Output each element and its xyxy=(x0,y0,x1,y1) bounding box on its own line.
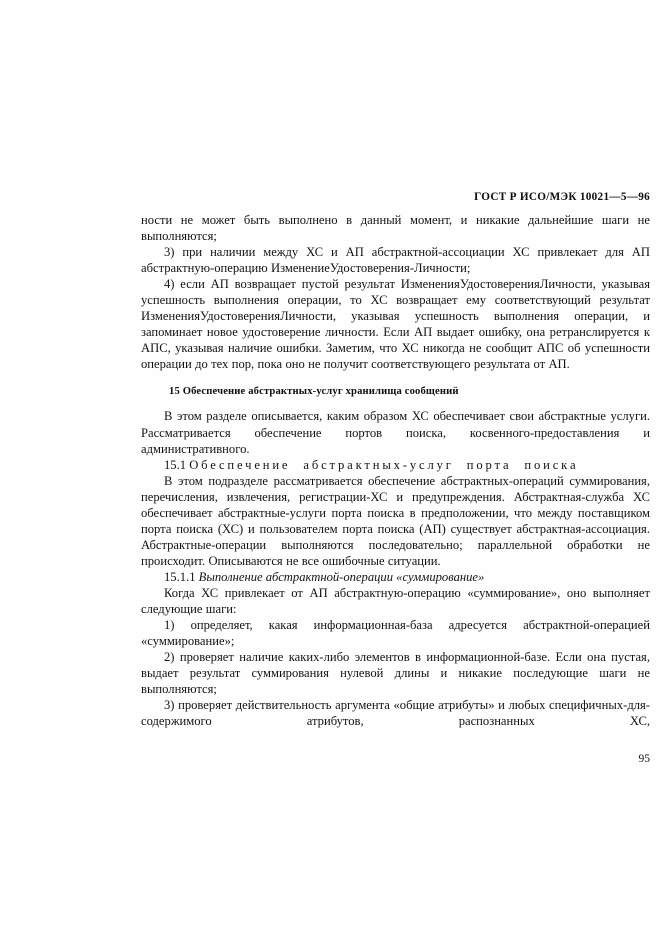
paragraph-section-15-intro: В этом разделе описывается, каким образом ХС обеспечивает свои абстрактные услуги. Рассматривается обеспечение портов поиска, косвенного-предоставления и административного. xyxy=(141,409,650,456)
running-header: ГОСТ Р ИСО/МЭК 10021—5—96 xyxy=(474,191,650,203)
list-item-4-empty-result: 4) если АП возвращает пустой результат ИзмененияУдостоверенияЛичности, указывая успешность выполнения операции, то ХС возвращает ему соответствующий результат ИзмененияУдостоверенияЛичности, указывая успешность выполнения операции, и запоминает новое удостоверение личности. Если АП выдает ошибку, она ретранслируется к АПС, указывая наличие ошибки. Заметим, что ХС никогда не сообщит АПС об успешности операции до тех пор, пока оно не получит соответствующего результата от АП. xyxy=(141,277,650,372)
heading-section-15-1-1-number: 15.1.1 xyxy=(164,569,199,584)
page-number: 95 xyxy=(638,753,650,765)
text-column xyxy=(141,212,650,729)
list-item-step-3: 3) проверяет действительность аргумента «общие атрибуты» и любых специфичных-для-содержимого атрибутов, распознанных ХС, xyxy=(141,698,650,729)
heading-section-15-1-1 xyxy=(141,569,650,585)
paragraph-section-15-1-intro: В этом подразделе рассматривается обеспечение абстрактных-операций суммирования, перечисления, извлечения, регистрации-ХС и предупреждения. Абстрактная-служба ХС обеспечивает абстрактные-услуги порта поиска в предположении, что между поставщиком порта поиска (ХС) и пользователем порта поиска (АП) существует абстрактная-ассоциация. Абстрактные-операции выполняются последовательно; параллельной обработки не происходит. Описываются не все ошибочные ситуации. xyxy=(141,473,650,568)
spacer-before-section-15 xyxy=(141,372,650,384)
paragraph-continued: ности не может быть выполнено в данный момент, и никакие дальнейшие шаги не выполняются; xyxy=(141,213,650,244)
heading-section-15-1-number: 15.1 xyxy=(164,457,190,472)
list-item-step-2: 2) проверяет наличие каких-либо элементов в информационной-базе. Если она пустая, выдает результат суммирования нулевой длины и никакие последующие шаги не выполняются; xyxy=(141,650,650,697)
spacer-after-section-15 xyxy=(141,400,650,408)
heading-section-15-1-1-title: Выполнение абстрактной-операции «суммирование» xyxy=(198,569,485,584)
list-item-3-association: 3) при наличии между ХС и АП абстрактной-ассоциации ХС привлекает для АП абстрактную-операцию ИзменениеУдостоверения-Личности; xyxy=(141,245,650,276)
heading-section-15-1 xyxy=(141,457,650,473)
list-item-step-1: 1) определяет, какая информационная-база адресуется абстрактной-операцией «суммирование»; xyxy=(141,618,650,649)
heading-section-15-1-title: Обеспечение абстрактных-услуг порта поиска xyxy=(189,457,579,472)
paragraph-section-15-1-1-intro: Когда ХС привлекает от АП абстрактную-операцию «суммирование», оно выполняет следующие шаги: xyxy=(141,585,650,617)
heading-section-15: 15 Обеспечение абстрактных-услуг хранилища сообщений xyxy=(169,386,459,398)
